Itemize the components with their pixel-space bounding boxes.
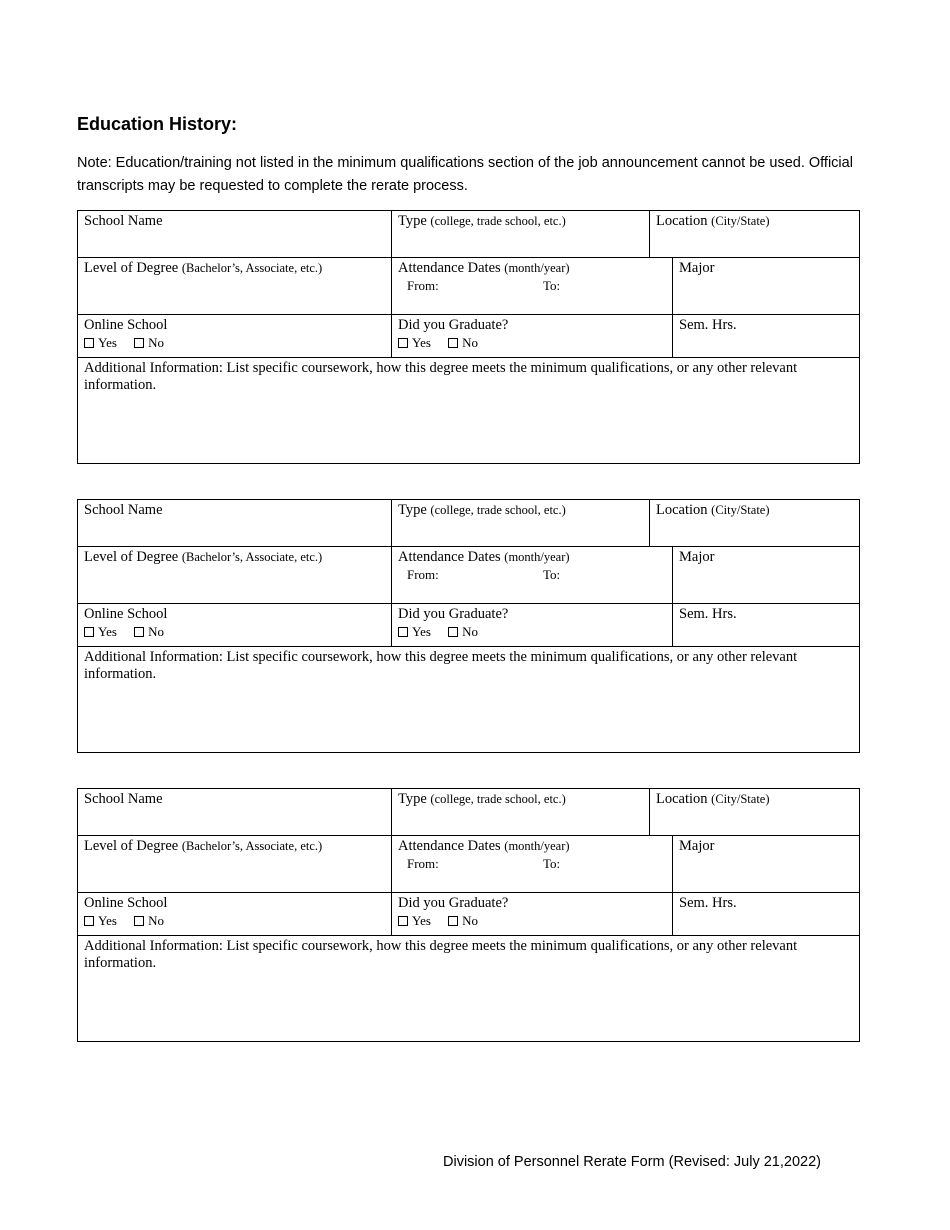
attendance-dates-label: Attendance Dates bbox=[398, 260, 501, 276]
online-no-option[interactable]: No bbox=[134, 912, 164, 929]
attendance-dates-hint: (month/year) bbox=[504, 261, 570, 275]
degree-level-field[interactable] bbox=[77, 546, 392, 604]
checkbox-icon[interactable] bbox=[398, 627, 408, 637]
location-label: Location bbox=[656, 213, 708, 229]
checkbox-icon[interactable] bbox=[84, 338, 94, 348]
type-field[interactable] bbox=[391, 499, 650, 547]
degree-level-label: Level of Degree bbox=[84, 260, 179, 276]
graduated-field bbox=[391, 892, 673, 936]
education-entry-2 bbox=[77, 499, 860, 753]
from-label: From: bbox=[407, 856, 439, 871]
sem-hrs-field[interactable] bbox=[672, 603, 860, 647]
degree-level-hint: (Bachelor’s, Associate, etc.) bbox=[181, 550, 323, 564]
sem-hrs-field[interactable] bbox=[672, 892, 860, 936]
location-hint: (City/State) bbox=[711, 792, 770, 806]
additional-info-field[interactable] bbox=[77, 357, 860, 464]
location-field[interactable] bbox=[649, 788, 860, 836]
school-name-field[interactable] bbox=[77, 499, 392, 547]
note-text: Note: Education/training not listed in the minimum qualifications section of the job announcement cannot be used. Official transcripts may be requested to complete the rerate process. bbox=[77, 155, 853, 194]
major-field[interactable] bbox=[672, 257, 860, 315]
online-no-option[interactable]: No bbox=[134, 334, 164, 351]
attendance-dates-field[interactable] bbox=[391, 546, 673, 604]
major-field[interactable] bbox=[672, 835, 860, 893]
location-label: Location bbox=[656, 791, 708, 807]
type-label: Type bbox=[398, 502, 427, 518]
major-field[interactable] bbox=[672, 546, 860, 604]
additional-info-label: Additional Information: List specific coursework, how this degree meets the minimum qualifications, or any other relevant information. bbox=[84, 360, 798, 393]
checkbox-icon[interactable] bbox=[398, 916, 408, 926]
graduated-yes-option[interactable]: Yes bbox=[398, 334, 431, 351]
type-field[interactable] bbox=[391, 210, 650, 258]
checkbox-icon[interactable] bbox=[134, 916, 144, 926]
location-hint: (City/State) bbox=[711, 214, 770, 228]
graduated-no-option[interactable]: No bbox=[448, 912, 478, 929]
type-label: Type bbox=[398, 213, 427, 229]
online-yes-option[interactable]: Yes bbox=[84, 623, 117, 640]
location-label: Location bbox=[656, 502, 708, 518]
graduated-label: Did you Graduate? bbox=[398, 895, 509, 911]
attendance-dates-field[interactable] bbox=[391, 257, 673, 315]
online-school-field bbox=[77, 603, 392, 647]
graduated-yes-option[interactable]: Yes bbox=[398, 623, 431, 640]
graduated-label: Did you Graduate? bbox=[398, 317, 509, 333]
form-footer: Division of Personnel Rerate Form (Revised: July 21,2022) bbox=[443, 1154, 821, 1170]
online-school-field bbox=[77, 314, 392, 358]
degree-level-hint: (Bachelor’s, Associate, etc.) bbox=[181, 261, 323, 275]
graduated-no-option[interactable]: No bbox=[448, 623, 478, 640]
to-label: To: bbox=[543, 856, 561, 871]
attendance-dates-label: Attendance Dates bbox=[398, 549, 501, 565]
graduated-field bbox=[391, 603, 673, 647]
location-field[interactable] bbox=[649, 210, 860, 258]
major-label: Major bbox=[679, 549, 715, 565]
from-label: From: bbox=[407, 278, 439, 293]
sem-hrs-field[interactable] bbox=[672, 314, 860, 358]
online-yes-option[interactable]: Yes bbox=[84, 334, 117, 351]
school-name-field[interactable] bbox=[77, 210, 392, 258]
online-school-field bbox=[77, 892, 392, 936]
type-hint: (college, trade school, etc.) bbox=[430, 792, 566, 806]
checkbox-icon[interactable] bbox=[134, 627, 144, 637]
checkbox-icon[interactable] bbox=[134, 338, 144, 348]
sem-hrs-label: Sem. Hrs. bbox=[679, 317, 737, 333]
additional-info-field[interactable] bbox=[77, 646, 860, 753]
checkbox-icon[interactable] bbox=[448, 338, 458, 348]
sem-hrs-label: Sem. Hrs. bbox=[679, 606, 737, 622]
type-hint: (college, trade school, etc.) bbox=[430, 214, 566, 228]
online-school-label: Online School bbox=[84, 317, 168, 333]
checkbox-icon[interactable] bbox=[448, 627, 458, 637]
online-school-label: Online School bbox=[84, 895, 168, 911]
to-label: To: bbox=[543, 567, 561, 582]
attendance-dates-hint: (month/year) bbox=[504, 839, 570, 853]
degree-level-field[interactable] bbox=[77, 257, 392, 315]
school-name-field[interactable] bbox=[77, 788, 392, 836]
location-field[interactable] bbox=[649, 499, 860, 547]
checkbox-icon[interactable] bbox=[84, 627, 94, 637]
from-label: From: bbox=[407, 567, 439, 582]
checkbox-icon[interactable] bbox=[84, 916, 94, 926]
degree-level-label: Level of Degree bbox=[84, 549, 179, 565]
additional-info-field[interactable] bbox=[77, 935, 860, 1042]
sem-hrs-label: Sem. Hrs. bbox=[679, 895, 737, 911]
degree-level-field[interactable] bbox=[77, 835, 392, 893]
to-label: To: bbox=[543, 278, 561, 293]
additional-info-label: Additional Information: List specific coursework, how this degree meets the minimum qualifications, or any other relevant information. bbox=[84, 938, 798, 971]
online-yes-option[interactable]: Yes bbox=[84, 912, 117, 929]
degree-level-label: Level of Degree bbox=[84, 838, 179, 854]
graduated-yes-option[interactable]: Yes bbox=[398, 912, 431, 929]
degree-level-hint: (Bachelor’s, Associate, etc.) bbox=[181, 839, 323, 853]
type-hint: (college, trade school, etc.) bbox=[430, 503, 566, 517]
checkbox-icon[interactable] bbox=[398, 338, 408, 348]
online-school-label: Online School bbox=[84, 606, 168, 622]
graduated-label: Did you Graduate? bbox=[398, 606, 509, 622]
type-field[interactable] bbox=[391, 788, 650, 836]
major-label: Major bbox=[679, 260, 715, 276]
school-name-label: School Name bbox=[84, 502, 163, 518]
attendance-dates-label: Attendance Dates bbox=[398, 838, 501, 854]
school-name-label: School Name bbox=[84, 213, 163, 229]
location-hint: (City/State) bbox=[711, 503, 770, 517]
graduated-field bbox=[391, 314, 673, 358]
major-label: Major bbox=[679, 838, 715, 854]
education-entry-1 bbox=[77, 210, 860, 464]
page-title: Education History: bbox=[77, 114, 238, 134]
attendance-dates-field[interactable] bbox=[391, 835, 673, 893]
additional-info-label: Additional Information: List specific coursework, how this degree meets the minimum qualifications, or any other relevant information. bbox=[84, 649, 798, 682]
education-entry-3 bbox=[77, 788, 860, 1042]
online-no-option[interactable]: No bbox=[134, 623, 164, 640]
checkbox-icon[interactable] bbox=[448, 916, 458, 926]
school-name-label: School Name bbox=[84, 791, 163, 807]
attendance-dates-hint: (month/year) bbox=[504, 550, 570, 564]
graduated-no-option[interactable]: No bbox=[448, 334, 478, 351]
type-label: Type bbox=[398, 791, 427, 807]
